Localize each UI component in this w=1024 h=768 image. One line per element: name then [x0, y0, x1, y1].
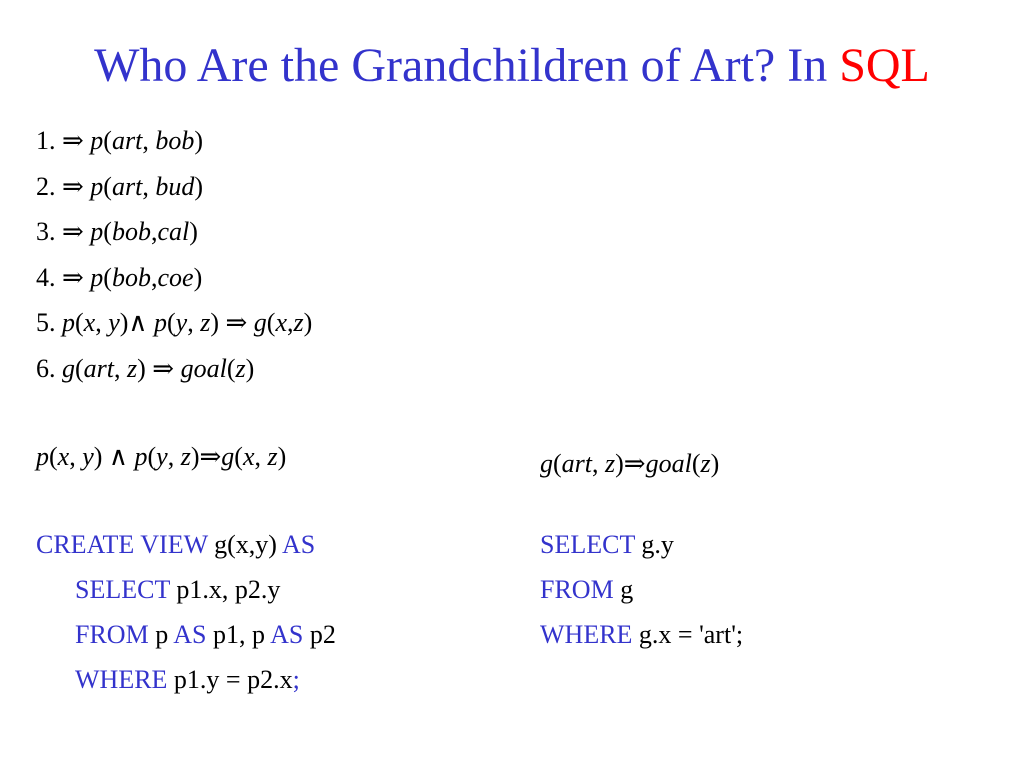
sql-keyword: CREATE VIEW — [36, 530, 208, 559]
sql-keyword: AS — [270, 620, 304, 649]
rule-4: 4. ⇒ p(bob,coe) — [36, 262, 203, 292]
sql-line-from — [540, 567, 743, 612]
right-formula: g(art, z)⇒goal(z) — [540, 449, 720, 478]
create-view-sql — [36, 522, 336, 702]
left-formula: p(x, y) ∧ p(y, z)⇒g(x, z) — [36, 442, 287, 471]
rule-2: 2. ⇒ p(art, bud) — [36, 171, 203, 201]
sql-line-where — [540, 612, 743, 657]
sql-text: g(x,y) — [207, 530, 283, 559]
slide-title-sql: SQL — [839, 39, 930, 92]
rule-6: 6. g(art, z) ⇒ goal(z) — [36, 353, 255, 383]
sql-text: p2 — [303, 620, 336, 649]
sql-semicolon: ; — [292, 665, 300, 694]
sql-text: p — [148, 620, 174, 649]
sql-text: g.y — [634, 530, 674, 559]
sql-keyword: FROM — [540, 575, 614, 604]
select-query-sql — [540, 522, 743, 657]
sql-keyword: SELECT — [540, 530, 635, 559]
sql-keyword: AS — [173, 620, 207, 649]
sql-text: g.x = 'art'; — [632, 620, 744, 649]
sql-text: p1.y = p2.x — [167, 665, 293, 694]
rule-5: 5. p(x, y)∧ p(y, z) ⇒ g(x,z) — [36, 308, 313, 337]
rule-1: 1. ⇒ p(art, bob) — [36, 126, 203, 155]
sql-keyword: SELECT — [75, 575, 170, 604]
sql-line-where — [36, 657, 336, 702]
sql-keyword: WHERE — [540, 620, 633, 649]
slide-title — [0, 36, 1024, 96]
rules-list — [36, 118, 312, 391]
sql-keyword: FROM — [75, 620, 149, 649]
sql-keyword: AS — [282, 530, 316, 559]
sql-line-create-view — [36, 522, 336, 567]
sql-line-select — [540, 522, 743, 567]
sql-line-from — [36, 612, 336, 657]
slide-title-text: Who Are the Grandchildren of Art? In — [94, 39, 840, 92]
sql-keyword: WHERE — [75, 665, 168, 694]
rule-3: 3. ⇒ p(bob,cal) — [36, 217, 198, 246]
sql-text: p1, p — [206, 620, 271, 649]
sql-line-select — [36, 567, 336, 612]
sql-text: g — [613, 575, 634, 604]
sql-text: p1.x, p2.y — [169, 575, 281, 604]
